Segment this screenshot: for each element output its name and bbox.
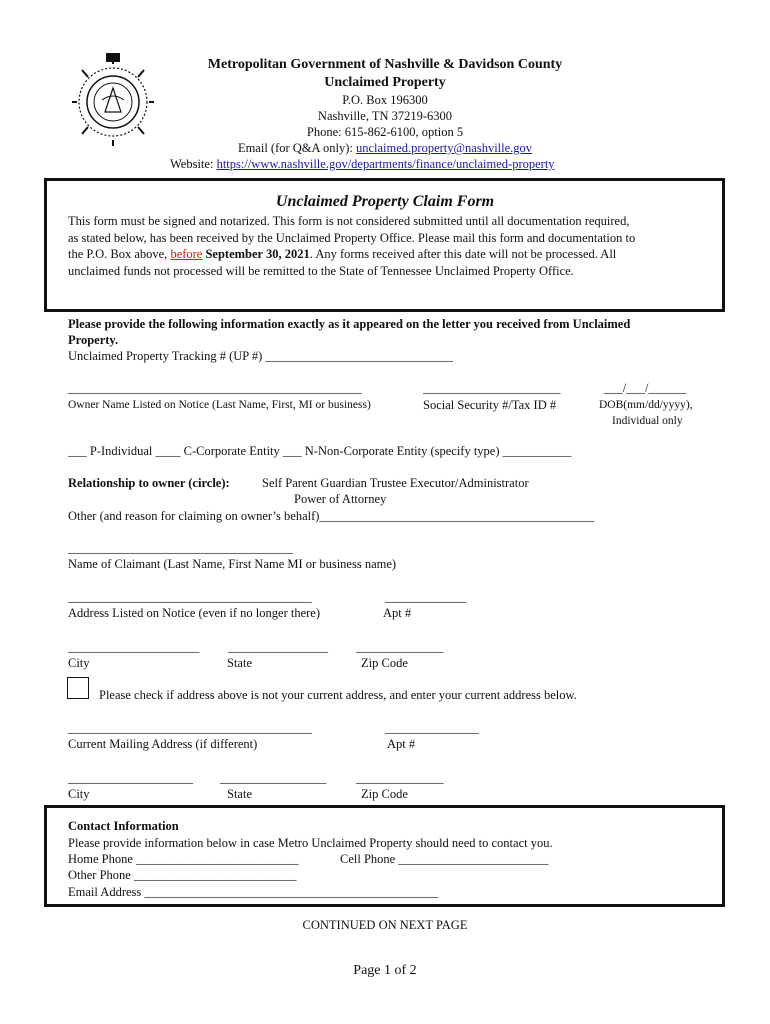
current-address-label: Current Mailing Address (if different): [68, 737, 258, 751]
page-number: Page 1 of 2: [353, 963, 417, 978]
zip2-label: Zip Code: [361, 787, 408, 801]
notice-apt-field[interactable]: _____________: [385, 590, 467, 604]
org-name: Metropolitan Government of Nashville & Davidson County: [207, 57, 563, 72]
relationship-options-2[interactable]: Power of Attorney: [294, 492, 387, 506]
state2-field[interactable]: _________________: [220, 771, 327, 785]
website-label: Website:: [170, 157, 217, 171]
city-label: City: [68, 656, 90, 670]
dob-field[interactable]: ___/___/______: [604, 381, 686, 395]
website-link[interactable]: https://www.nashville.gov/departments/finance/unclaimed-property: [216, 157, 555, 171]
address-changed-checkbox[interactable]: [67, 677, 89, 699]
claimant-name-label: Name of Claimant (Last Name, First Name MI or business name): [68, 557, 397, 571]
current-apt-label: Apt #: [387, 737, 416, 751]
owner-name-field[interactable]: _______________________________________________: [68, 381, 362, 395]
home-phone-field[interactable]: Home Phone __________________________: [68, 852, 299, 866]
continued-note: CONTINUED ON NEXT PAGE: [302, 918, 468, 932]
contact-description: Please provide information below in case Metro Unclaimed Property should need to contact you.: [68, 836, 553, 850]
relationship-label: Relationship to owner (circle):: [68, 476, 230, 490]
city2-field[interactable]: ____________________: [68, 771, 193, 785]
state-label: State: [227, 656, 252, 670]
entity-type-field[interactable]: ___ P-Individual ____ C-Corporate Entity ___ N-Non-Corporate Entity (specify type) ___________: [68, 444, 572, 458]
state-field[interactable]: ________________: [228, 640, 328, 654]
current-address-field[interactable]: _______________________________________: [68, 721, 312, 735]
org-subtitle: Unclaimed Property: [324, 75, 446, 90]
tracking-number-field[interactable]: Unclaimed Property Tracking # (UP #) ______________________________: [68, 349, 453, 363]
phone-number: Phone: 615-862-6100, option 5: [306, 125, 464, 139]
state2-label: State: [227, 787, 252, 801]
before-emphasis: before: [170, 247, 203, 261]
intro-line-3a: the P.O. Box above,: [68, 247, 171, 261]
owner-name-label: Owner Name Listed on Notice (Last Name, First, MI or business): [68, 399, 371, 411]
email-line: [0, 141, 770, 156]
email-link[interactable]: unclaimed.property@nashville.gov: [355, 141, 533, 155]
zip-label: Zip Code: [361, 656, 408, 670]
address-changed-text: Please check if address above is not your current address, and enter your current address below.: [99, 688, 577, 702]
relationship-row: [68, 476, 230, 491]
dob-label: DOB(mm/dd/yyyy),: [599, 399, 693, 411]
intro-line-3: [68, 247, 616, 262]
intro-line-3b: . Any forms received after this date will not be processed. All: [309, 247, 617, 261]
city-field[interactable]: _____________________: [68, 640, 200, 654]
zip-field[interactable]: ______________: [356, 640, 444, 654]
cell-phone-field[interactable]: Cell Phone ________________________: [340, 852, 549, 866]
notice-address-field[interactable]: _______________________________________: [68, 590, 312, 604]
intro-line-4: unclaimed funds not processed will be remitted to the State of Tennessee Unclaimed Property Office.: [68, 264, 574, 278]
intro-line-2: as stated below, has been received by the Unclaimed Property Office. Please mail this form and documentation to: [68, 231, 636, 245]
current-apt-field[interactable]: _______________: [385, 721, 479, 735]
instruction-line-2: Property.: [68, 333, 119, 347]
city-state-zip: Nashville, TN 37219-6300: [317, 109, 453, 123]
instruction-line-1: Please provide the following information exactly as it appeared on the letter you received from Unclaimed: [68, 317, 631, 331]
website-line: [170, 157, 555, 172]
ssn-label: Social Security #/Tax ID #: [423, 398, 557, 412]
notice-address-label: Address Listed on Notice (even if no longer there): [68, 606, 321, 620]
email-address-field[interactable]: Email Address _______________________________________________: [68, 885, 439, 899]
city2-label: City: [68, 787, 90, 801]
claimant-name-field[interactable]: ____________________________________: [68, 541, 293, 555]
deadline-date: September 30, 2021: [202, 247, 310, 261]
notice-apt-label: Apt #: [383, 606, 412, 620]
intro-line-1: This form must be signed and notarized. This form is not considered submitted until all documentation required,: [68, 214, 630, 228]
po-box: P.O. Box 196300: [342, 93, 428, 107]
form-title: Unclaimed Property Claim Form: [275, 193, 495, 210]
ssn-field[interactable]: ______________________: [423, 381, 561, 395]
other-reason-field[interactable]: Other (and reason for claiming on owner’s behalf)____________________________________________: [68, 509, 595, 523]
other-phone-field[interactable]: Other Phone __________________________: [68, 868, 297, 882]
dob-label-2: Individual only: [612, 415, 683, 427]
zip2-field[interactable]: ______________: [356, 771, 444, 785]
email-label: Email (for Q&A only):: [237, 141, 356, 155]
relationship-options[interactable]: Self Parent Guardian Trustee Executor/Administrator: [262, 476, 529, 490]
contact-title: Contact Information: [68, 819, 179, 833]
